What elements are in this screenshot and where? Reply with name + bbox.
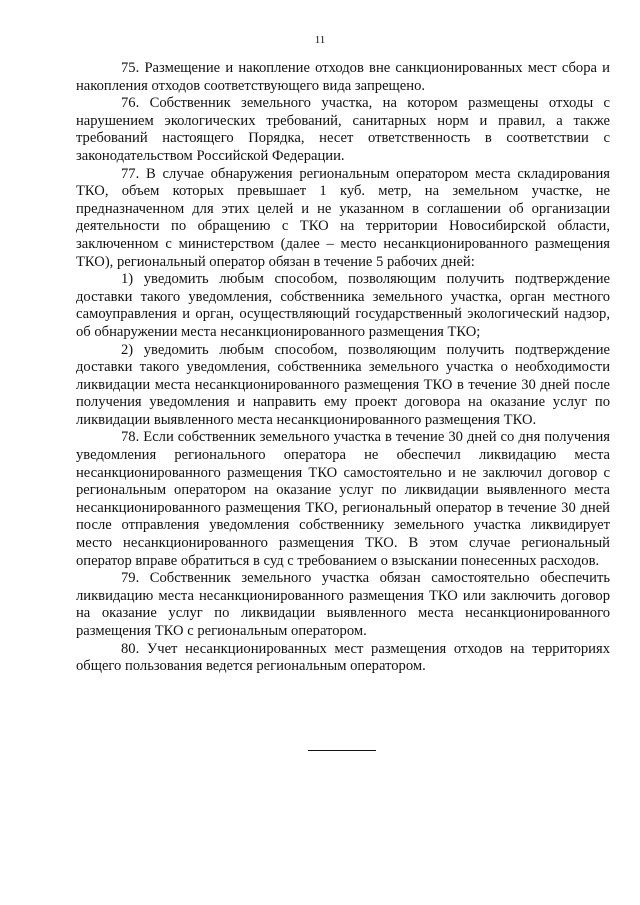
paragraph-77-item-2: 2) уведомить любым способом, позволяющим получить подтверждение доставки такого уведомления, собственника земельного участка о необходимости ликвидации места несанкционированного размещения ТКО в течение 30 дней после получения уведомления и направить ему проект договора на оказание услуг по ликвидации выявленного места несанкционированного размещения ТКО. [76, 341, 610, 428]
paragraph-78: 78. Если собственник земельного участка в течение 30 дней со дня получения уведомления регионального оператора не обеспечил ликвидацию места несанкционированного размещения ТКО самостоятельно и не заключил договор с региональным оператором на оказание услуг по ликвидации выявленного места несанкционированного размещения ТКО, региональный оператор в течение 30 дней после отправления уведомления собственнику земельного участка ликвидирует место несанкционированного размещения ТКО. В этом случае региональный оператор вправе обратиться в суд с требованием о взыскании понесенных расходов. [76, 429, 610, 569]
document-body [76, 60, 610, 676]
paragraph-75: 75. Размещение и накопление отходов вне санкционированных мест сбора и накопления отходов соответствующего вида запрещено. [76, 60, 610, 94]
paragraph-79: 79. Собственник земельного участка обязан самостоятельно обеспечить ликвидацию места несанкционированного размещения ТКО или заключить договор на оказание услуг по ликвидации выявленного места несанкционированного размещения ТКО с региональным оператором. [76, 570, 610, 639]
page-number: 11 [314, 34, 326, 46]
paragraph-77: 77. В случае обнаружения региональным оператором места складирования ТКО, объем которых превышает 1 куб. метр, на земельном участке, не предназначенном для этих целей и не указанном в соглашении об организации деятельности по обращению с ТКО на территории Новосибирской области, заключенном с министерством (далее – место несанкционированного размещения ТКО), региональный оператор обязан в течение 5 рабочих дней: [76, 165, 610, 270]
end-of-document-rule [308, 750, 376, 751]
paragraph-76: 76. Собственник земельного участка, на котором размещены отходы с нарушением экологических требований, санитарных норм и правил, а также требований настоящего Порядка, несет ответственность в соответствии с законодательством Российской Федерации. [76, 95, 610, 164]
paragraph-77-item-1: 1) уведомить любым способом, позволяющим получить подтверждение доставки такого уведомления, собственника земельного участка, орган местного самоуправления и орган, осуществляющий государственный экологический надзор, об обнаружении места несанкционированного размещения ТКО; [76, 271, 610, 340]
paragraph-80: 80. Учет несанкционированных мест размещения отходов на территориях общего пользования ведется региональным оператором. [76, 640, 610, 675]
